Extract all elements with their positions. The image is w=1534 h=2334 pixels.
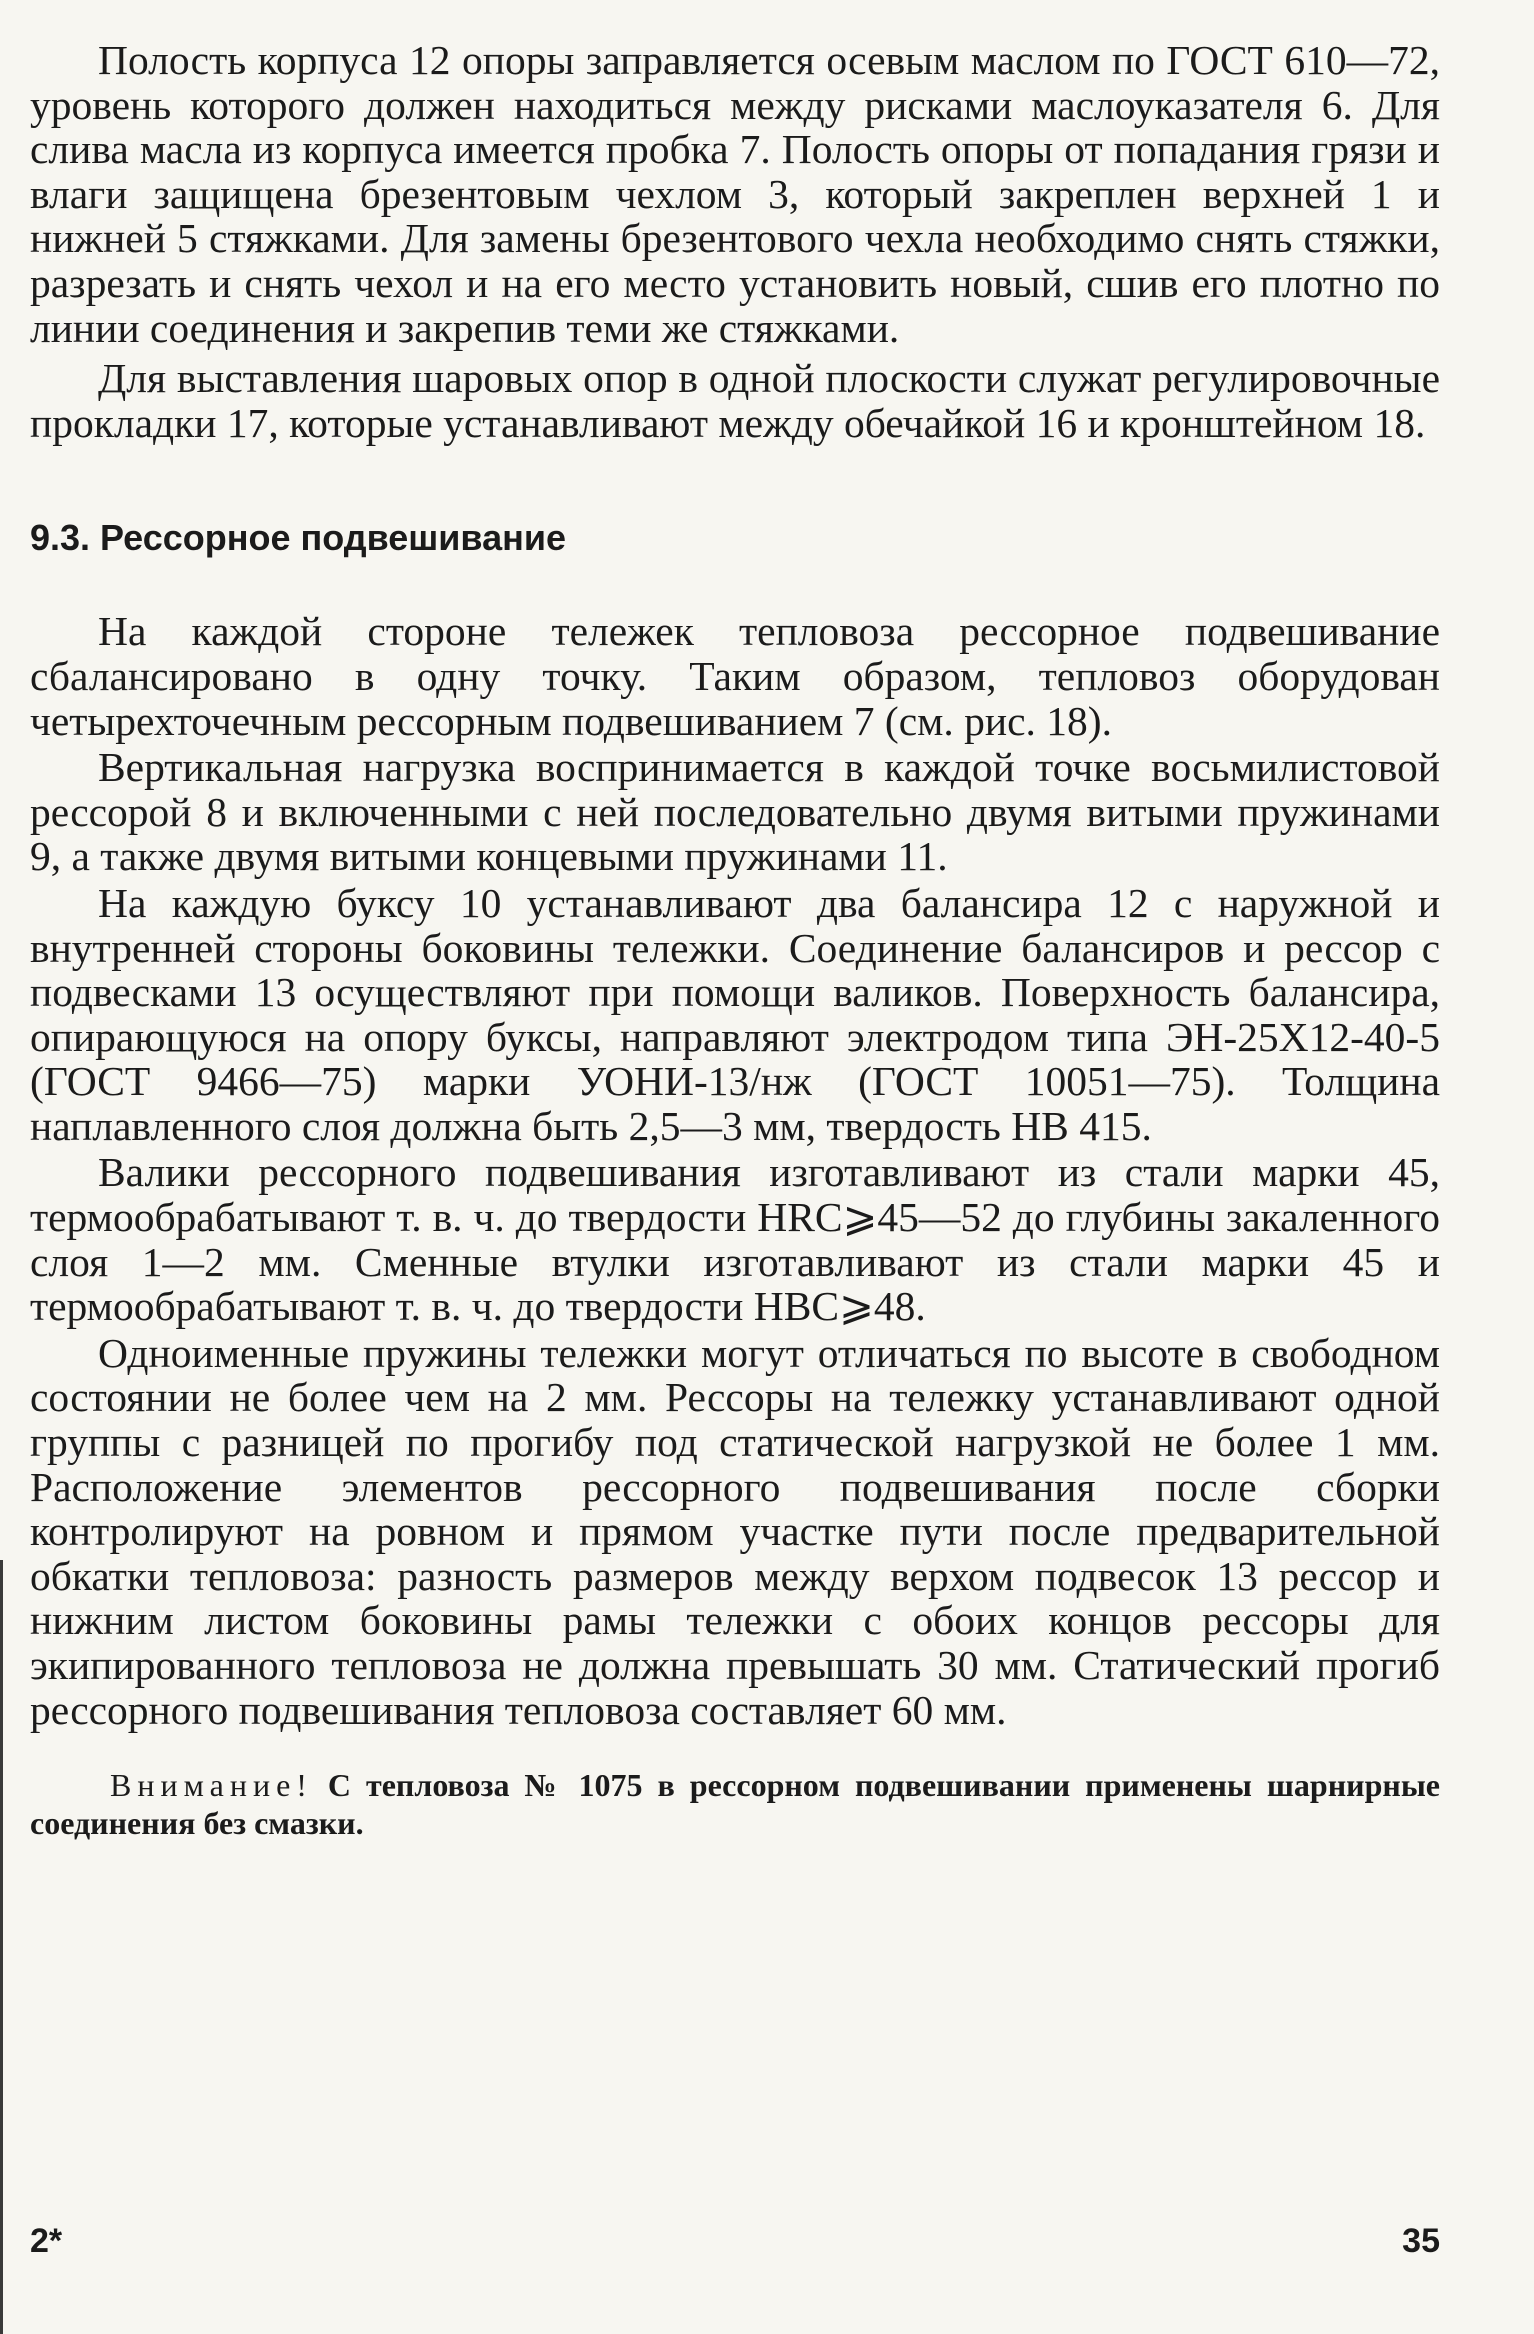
paragraph-support-housing: Полость корпуса 12 опоры заправляется осевым маслом по ГОСТ 610—72, уровень которого должен находиться между рисками маслоуказателя 6. Для слива масла из корпуса имеется пробка 7. Полость опоры от попадания грязи и влаги защищена брезентовым чехлом 3, который закреплен верхней 1 и нижней 5 стяжками. Для замены брезентового чехла необходимо снять стяжки, разрезать и снять чехол и на его место установить новый, сшив его плотно по линии соединения и закрепив теми же стяжками. [30,37,1440,351]
paragraph-balancers: На каждую буксу 10 устанавливают два балансира 12 с наружной и внутренней стороны боковины тележки. Соединение балансиров и рессор с подвесками 13 осуществляют при помощи валиков. Поверхность балансира, опирающуюся на опору буксы, направляют электродом типа ЭН-25Х12-40-5 (ГОСТ 9466—75) марки УОНИ-13/нж (ГОСТ 10051—75). Толщина наплавленного слоя должна быть 2,5—3 мм, твердость НВ 415. [30,879,1440,1149]
section-heading: 9.3. Рессорное подвешивание [30,517,566,559]
paragraph-vertical-load: Вертикальная нагрузка воспринимается в каждой точке восьмилистовой рессорой 8 и включенными с ней последовательно двумя витыми пружинами 9, а также двумя витыми концевыми пружинами 11. [30,744,1440,880]
page-body [30,38,1440,1842]
attention-label: Внимание! [110,1767,313,1804]
paragraph-rollers: Валики рессорного подвешивания изготавливают из стали марки 45, термообрабатывают т. в. ч. до твердости HRC⩾45—52 до глубины закаленного слоя 1—2 мм. Сменные втулки изготавливают из стали марки 45 и термообрабатывают т. в. ч. до твердости НВС⩾48. [30,1149,1440,1330]
paragraph-spring-balance: На каждой стороне тележек тепловоза рессорное подвешивание сбалансировано в одну точку. Таким образом, тепловоз оборудован четырехточечным рессорным подвешиванием 7 (см. рис. 18). [30,608,1440,744]
scan-edge-line [0,1560,3,2334]
paragraph-adjusting-shims: Для выставления шаровых опор в одной плоскости служат регулировочные прокладки 17, которые устанавливают между обечайкой 16 и кронштейном 18. [30,355,1440,446]
page-footer [30,2222,1440,2266]
attention-text: С тепловоза № 1075 в рессорном подвешивании применены шарнирные соединения без смазки. [30,1767,1441,1842]
signature-mark: 2* [30,2222,63,2260]
page-number: 35 [1402,2222,1440,2260]
attention-notice [30,1766,1440,1842]
paragraph-springs-tolerance: Одноименные пружины тележки могут отличаться по высоте в свободном состоянии не более чем на 2 мм. Рессоры на тележку устанавливают одной группы с разницей по прогибу под статической нагрузкой не более 1 мм. Расположение элементов рессорного подвешивания после сборки контролируют на ровном и прямом участке пути после предварительной обкатки тепловоза: разность размеров между верхом подвесок 13 рессор и нижним листом боковины рамы тележки с обоих концов рессоры для экипированного тепловоза не должна превышать 30 мм. Статический прогиб рессорного подвешивания тепловоза составляет 60 мм. [30,1329,1440,1733]
